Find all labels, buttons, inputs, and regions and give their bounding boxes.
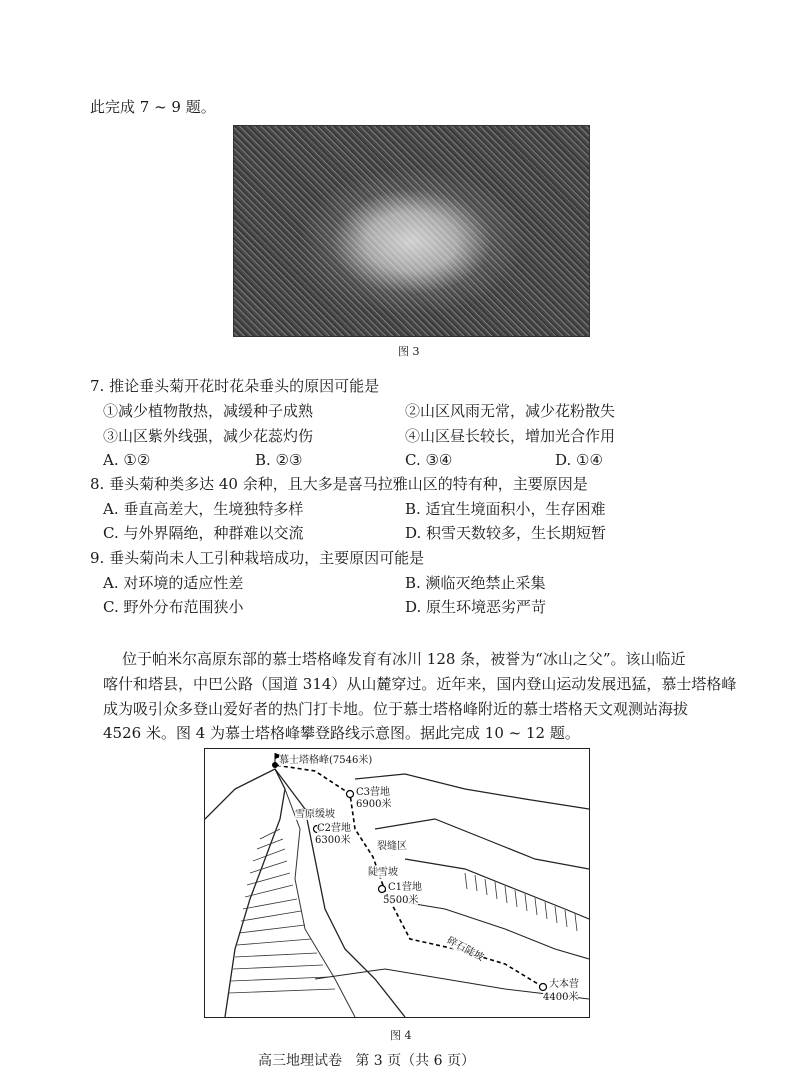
passage-line-1: 位于帕米尔高原东部的慕士塔格峰发育有冰川 128 条，被誉为“冰山之父”。该山临近 bbox=[122, 650, 686, 668]
map-label-c1-alt: 5500米 bbox=[383, 895, 419, 906]
map-label-c3-alt: 6900米 bbox=[356, 799, 392, 810]
page-footer: 高三地理试卷 第 3 页（共 6 页） bbox=[258, 1053, 475, 1069]
q7-stem: 7. 推论垂头菊开花时花朵垂头的原因可能是 bbox=[90, 377, 380, 395]
passage-line-3: 成为吸引众多登山爱好者的热门打卡地。位于慕士塔格峰附近的慕士塔格天文观测站海拔 bbox=[103, 700, 689, 718]
intro-tail: 此完成 7 ~ 9 题。 bbox=[90, 98, 216, 116]
map-label-crevasse: 裂缝区 bbox=[377, 841, 407, 852]
map-label-c1: C1营地 bbox=[388, 882, 423, 893]
figure3-caption: 图 3 bbox=[398, 345, 420, 358]
q9-choice-c: C. 野外分布范围狭小 bbox=[103, 598, 244, 616]
map-label-steep: 陡雪坡 bbox=[368, 867, 398, 878]
q9-stem: 9. 垂头菊尚未人工引种栽培成功，主要原因可能是 bbox=[90, 549, 425, 567]
q8-stem: 8. 垂头菊种类多达 40 余种，且大多是喜马拉雅山区的特有种，主要原因是 bbox=[90, 475, 588, 493]
q9-choice-b: B. 濒临灭绝禁止采集 bbox=[405, 574, 546, 592]
figure4-route-map bbox=[204, 748, 590, 1018]
q7-option-3: ③山区紫外线强，减少花蕊灼伤 bbox=[103, 427, 314, 445]
map-label-c2: C2营地 bbox=[317, 823, 352, 834]
q7-option-4: ④山区昼长较长，增加光合作用 bbox=[405, 427, 616, 445]
q8-choice-d: D. 积雪天数较多，生长期短暂 bbox=[405, 524, 607, 542]
map-label-gravel: 碎石陡坡 bbox=[444, 935, 486, 964]
map-label-base-alt: 4400米 bbox=[543, 992, 579, 1003]
map-label-peak: 慕士塔格峰(7546米) bbox=[279, 755, 373, 766]
q9-choice-a: A. 对环境的适应性差 bbox=[103, 574, 244, 592]
map-label-base: 大本营 bbox=[549, 979, 579, 990]
q9-choice-d: D. 原生环境恶劣严苛 bbox=[405, 598, 547, 616]
passage-line-2: 喀什和塔县，中巴公路（国道 314）从山麓穿过。近年来，国内登山运动发展迅猛，慕士塔格峰 bbox=[103, 675, 737, 693]
figure4-caption: 图 4 bbox=[390, 1029, 412, 1042]
map-label-c3: C3营地 bbox=[356, 787, 391, 798]
q8-choice-b: B. 适宜生境面积小，生存困难 bbox=[405, 500, 606, 518]
map-label-slope: 雪原缓坡 bbox=[295, 809, 335, 820]
q7-option-2: ②山区风雨无常，减少花粉散失 bbox=[405, 402, 616, 420]
q7-choice-c: C. ③④ bbox=[405, 451, 453, 469]
q8-choice-a: A. 垂直高差大，生境独特多样 bbox=[103, 500, 304, 518]
map-label-c2-alt: 6300米 bbox=[315, 835, 351, 846]
q8-choice-c: C. 与外界隔绝，种群难以交流 bbox=[103, 524, 304, 542]
figure3-photo bbox=[233, 125, 590, 337]
q7-choice-a: A. ①② bbox=[103, 451, 151, 469]
q7-choice-b: B. ②③ bbox=[255, 451, 303, 469]
q7-choice-d: D. ①④ bbox=[555, 451, 603, 469]
q7-option-1: ①减少植物散热，减缓种子成熟 bbox=[103, 402, 314, 420]
passage-line-4: 4526 米。图 4 为慕士塔格峰攀登路线示意图。据此完成 10 ~ 12 题。 bbox=[103, 724, 580, 742]
